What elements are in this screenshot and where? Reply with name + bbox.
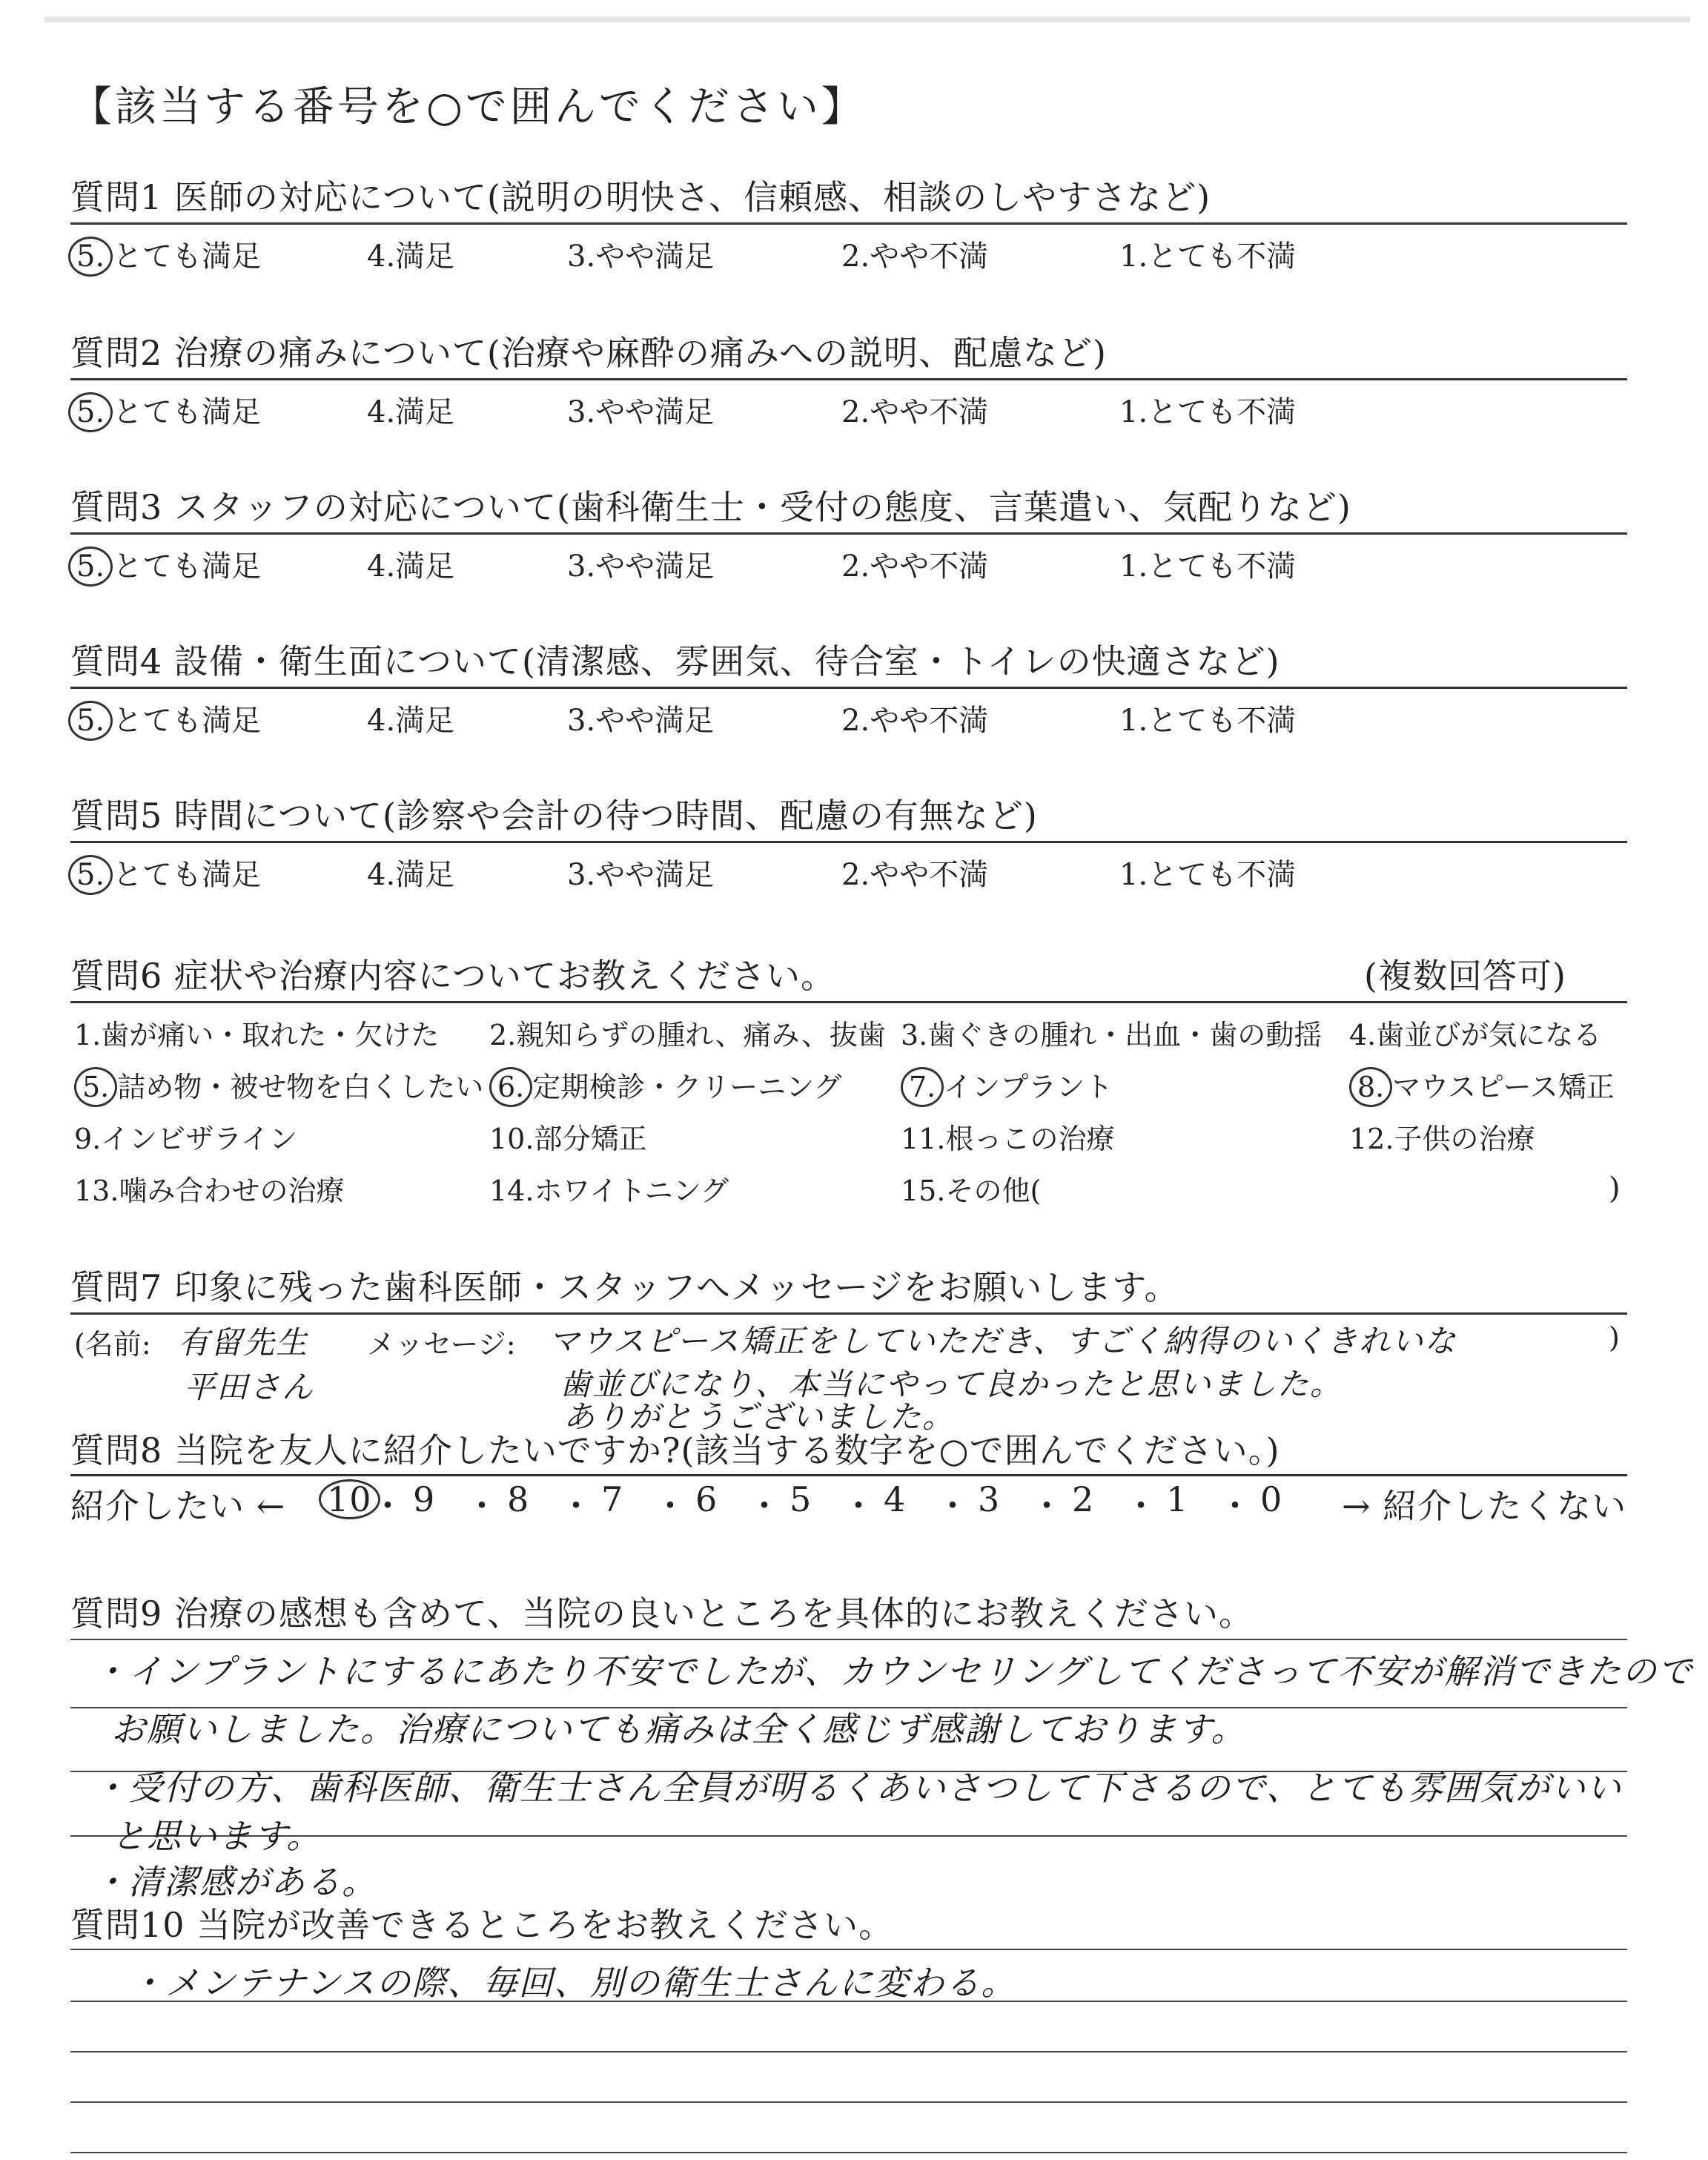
option-label: 子供の治療 bbox=[1394, 1123, 1535, 1155]
q2-rule bbox=[70, 378, 1627, 380]
option-label: 噛み合わせの治療 bbox=[119, 1175, 345, 1207]
option-number: 1. bbox=[1119, 704, 1148, 738]
option-label: やや不満 bbox=[870, 395, 989, 429]
q6-option-14 bbox=[489, 1168, 729, 1209]
option-label: やや満足 bbox=[595, 858, 715, 892]
option-label: とても不満 bbox=[1148, 858, 1297, 892]
option-number: 1. bbox=[1119, 240, 1148, 274]
option-label: 満足 bbox=[395, 858, 455, 892]
q8-scale-7: 7 bbox=[601, 1479, 624, 1519]
option-number: 3. bbox=[567, 704, 596, 738]
option-label: とても満足 bbox=[113, 858, 262, 892]
q8-scale-dot: ・ bbox=[936, 1486, 970, 1526]
q7-title: 質問7 印象に残った歯科医師・スタッフへメッセージをお願いします。 bbox=[70, 1267, 1179, 1307]
option-label: 歯が痛い・取れた・欠けた bbox=[101, 1019, 440, 1051]
q10-rule-1 bbox=[70, 1949, 1627, 1950]
q8-scale-dot: ・ bbox=[1030, 1486, 1065, 1526]
option-number: 10. bbox=[489, 1123, 534, 1155]
q3-option-2 bbox=[841, 543, 988, 585]
q8-scale-1: 1 bbox=[1166, 1479, 1189, 1519]
q6-option-10 bbox=[489, 1116, 646, 1157]
option-number: 4. bbox=[367, 704, 396, 738]
q10-rule-3 bbox=[70, 2051, 1627, 2052]
q7-message-line-2: 歯並びになり、本当にやって良かったと思いました。 bbox=[560, 1366, 1343, 1402]
q2-option-3 bbox=[567, 389, 714, 431]
option-label: 根っこの治療 bbox=[945, 1123, 1115, 1155]
q2-option-2 bbox=[841, 389, 988, 431]
option-number: 3. bbox=[567, 395, 596, 429]
option-number: 4. bbox=[367, 858, 396, 892]
q1-option-2 bbox=[841, 233, 988, 275]
q4-option-2 bbox=[841, 697, 988, 739]
option-label: 満足 bbox=[395, 704, 455, 738]
q8-scale-dot: ・ bbox=[747, 1486, 782, 1526]
q8-scale-dot: ・ bbox=[465, 1486, 500, 1526]
q7-message-label: メッセージ: bbox=[367, 1328, 516, 1361]
q9-line-2: お願いしました。治療についても痛みは全く感じず感謝しております。 bbox=[111, 1709, 1247, 1749]
option-label: 定期検診・クリーニング bbox=[532, 1071, 842, 1103]
q6-option-5 bbox=[74, 1064, 483, 1107]
q1-rule bbox=[70, 222, 1627, 225]
q6-option-12 bbox=[1349, 1116, 1535, 1157]
option-number: 5. bbox=[68, 392, 113, 432]
q8-scale-dot: ・ bbox=[1218, 1486, 1253, 1526]
option-label: とても不満 bbox=[1148, 704, 1297, 738]
option-label: 親知らずの腫れ、痛み、抜歯 bbox=[516, 1019, 886, 1051]
q6-option-2 bbox=[489, 1012, 886, 1053]
option-label: やや不満 bbox=[870, 858, 989, 892]
option-number: 8. bbox=[1349, 1067, 1392, 1107]
option-label: とても満足 bbox=[113, 240, 262, 274]
q5-option-5 bbox=[68, 851, 261, 895]
option-label: インプラント bbox=[944, 1071, 1113, 1103]
q8-scale-6: 6 bbox=[695, 1479, 718, 1519]
option-label: ホワイトニング bbox=[534, 1175, 729, 1207]
option-number: 5. bbox=[68, 855, 113, 895]
q10-rule-4 bbox=[70, 2101, 1627, 2103]
q4-option-3 bbox=[567, 697, 714, 739]
page-header: 【該当する番号を○で囲んでください】 bbox=[70, 83, 866, 131]
q7-name-1: 有留先生 bbox=[178, 1324, 309, 1361]
q8-scale-3: 3 bbox=[978, 1479, 1001, 1519]
q6-option-4 bbox=[1349, 1012, 1601, 1053]
q6-rule bbox=[70, 1001, 1627, 1003]
option-number: 1. bbox=[1119, 858, 1148, 892]
option-label: 満足 bbox=[395, 240, 455, 274]
option-number: 3. bbox=[567, 549, 596, 584]
option-number: 3. bbox=[567, 858, 596, 892]
q4-option-5 bbox=[68, 697, 261, 741]
q6-option-7 bbox=[901, 1064, 1113, 1107]
q6-close-paren: ) bbox=[1609, 1172, 1621, 1206]
option-number: 2. bbox=[841, 858, 870, 892]
q1-option-1 bbox=[1119, 233, 1296, 275]
q7-name-label: (名前: bbox=[74, 1328, 151, 1361]
option-label: やや不満 bbox=[870, 549, 989, 584]
q3-option-4 bbox=[367, 543, 454, 585]
q2-option-4 bbox=[367, 389, 454, 431]
q7-close-paren: ) bbox=[1609, 1321, 1620, 1354]
q1-option-3 bbox=[567, 233, 714, 275]
q8-scale-dot: ・ bbox=[371, 1486, 406, 1526]
option-number: 2. bbox=[841, 240, 870, 274]
q8-left-label: 紹介したい ← bbox=[70, 1486, 286, 1526]
option-label: やや満足 bbox=[595, 240, 715, 274]
option-number: 2. bbox=[489, 1019, 517, 1051]
q8-title: 質問8 当院を友人に紹介したいですか?(該当する数字を○で囲んでください。) bbox=[70, 1430, 1280, 1470]
q10-rule-5 bbox=[70, 2152, 1627, 2153]
q8-scale-dot: ・ bbox=[841, 1486, 876, 1526]
option-number: 5. bbox=[68, 237, 113, 277]
scan-top-edge bbox=[44, 16, 1690, 22]
q6-option-11 bbox=[901, 1116, 1114, 1157]
q6-title: 質問6 症状や治療内容についてお教えください。 bbox=[70, 956, 835, 996]
q7-message-line-1: マウスピース矯正をしていただき、すごく納得のいくきれいな bbox=[549, 1323, 1457, 1359]
option-label: インビザライン bbox=[101, 1123, 298, 1155]
q3-option-3 bbox=[567, 543, 714, 585]
q8-scale-dot: ・ bbox=[1124, 1486, 1159, 1526]
option-label: やや不満 bbox=[870, 240, 989, 274]
q4-title: 質問4 設備・衛生面について(清潔感、雰囲気、待合室・トイレの快適さなど) bbox=[70, 641, 1280, 681]
q8-scale-0: 0 bbox=[1260, 1479, 1283, 1519]
q8-scale-2: 2 bbox=[1072, 1479, 1095, 1519]
q5-option-4 bbox=[367, 851, 454, 894]
q6-option-1 bbox=[74, 1012, 439, 1053]
option-label: とても不満 bbox=[1148, 240, 1297, 274]
q1-title: 質問1 医師の対応について(説明の明快さ、信頼感、相談のしやすさなど) bbox=[70, 177, 1211, 217]
option-label: やや満足 bbox=[595, 704, 715, 738]
q6-option-9 bbox=[74, 1116, 297, 1157]
q9-line-4: と思います。 bbox=[111, 1816, 322, 1856]
q8-scale-dot: ・ bbox=[653, 1486, 688, 1526]
option-label: マウスピース矯正 bbox=[1392, 1071, 1615, 1103]
q5-option-3 bbox=[567, 851, 714, 894]
q7-name-2: 平田さん bbox=[184, 1369, 315, 1405]
q2-option-1 bbox=[1119, 389, 1296, 431]
q4-option-1 bbox=[1119, 697, 1296, 739]
q9-title: 質問9 治療の感想も含めて、当院の良いところを具体的にお教えください。 bbox=[70, 1593, 1254, 1634]
option-number: 4. bbox=[1349, 1019, 1377, 1051]
q8-scale-10: 10 bbox=[319, 1479, 380, 1519]
q6-option-8 bbox=[1349, 1064, 1615, 1107]
option-label: 歯ぐきの腫れ・出血・歯の動揺 bbox=[927, 1019, 1323, 1051]
option-number: 1. bbox=[1119, 395, 1148, 429]
option-number: 13. bbox=[74, 1175, 119, 1207]
option-label: 満足 bbox=[395, 395, 455, 429]
q8-right-label: → 紹介したくない bbox=[1342, 1486, 1627, 1526]
q10-title: 質問10 当院が改善できるところをお教えください。 bbox=[70, 1905, 894, 1945]
q3-option-5 bbox=[68, 543, 261, 587]
option-number: 2. bbox=[841, 395, 870, 429]
q4-option-4 bbox=[367, 697, 454, 739]
q3-option-1 bbox=[1119, 543, 1296, 585]
option-number: 1. bbox=[74, 1019, 102, 1051]
option-number: 2. bbox=[841, 704, 870, 738]
option-label: その他( bbox=[945, 1175, 1042, 1207]
option-label: とても不満 bbox=[1148, 549, 1297, 584]
q9-line-3: ・受付の方、歯科医師、衛生士さん全員が明るくあいさつして下さるので、とても雰囲気がいい bbox=[93, 1768, 1623, 1808]
q5-rule bbox=[70, 841, 1627, 843]
option-number: 4. bbox=[367, 240, 396, 274]
q10-line-1: ・メンテナンスの際、毎回、別の衛生士さんに変わる。 bbox=[130, 1963, 1017, 2003]
q8-scale-9: 9 bbox=[413, 1479, 436, 1519]
option-label: 部分矯正 bbox=[534, 1123, 647, 1155]
option-number: 11. bbox=[901, 1123, 946, 1155]
option-number: 9. bbox=[74, 1123, 102, 1155]
q6-option-3 bbox=[901, 1012, 1322, 1053]
q8-scale-4: 4 bbox=[884, 1479, 907, 1519]
q7-rule bbox=[70, 1312, 1627, 1315]
option-label: とても不満 bbox=[1148, 395, 1297, 429]
option-number: 4. bbox=[367, 549, 396, 584]
q8-scale-5: 5 bbox=[790, 1479, 812, 1519]
option-label: とても満足 bbox=[113, 395, 262, 429]
option-label: とても満足 bbox=[113, 704, 262, 738]
q2-title: 質問2 治療の痛みについて(治療や麻酔の痛みへの説明、配慮など) bbox=[70, 333, 1107, 373]
option-label: とても満足 bbox=[113, 549, 262, 584]
option-label: 歯並びが気になる bbox=[1376, 1019, 1602, 1051]
q6-option-6 bbox=[489, 1064, 842, 1107]
option-label: やや満足 bbox=[595, 549, 715, 584]
q6-option-15 bbox=[901, 1168, 1041, 1209]
option-label: やや不満 bbox=[870, 704, 989, 738]
option-number: 5. bbox=[68, 546, 113, 587]
q5-title: 質問5 時間について(診察や会計の待つ時間、配慮の有無など) bbox=[70, 796, 1038, 836]
q8-rule bbox=[70, 1474, 1627, 1476]
option-number: 5. bbox=[68, 701, 113, 741]
option-number: 3. bbox=[901, 1019, 928, 1051]
option-number: 2. bbox=[841, 549, 870, 584]
option-number: 1. bbox=[1119, 549, 1148, 584]
q7-message-line-3: ありがとうございました。 bbox=[563, 1398, 956, 1435]
option-number: 7. bbox=[901, 1067, 944, 1107]
option-number: 5. bbox=[74, 1067, 117, 1107]
q6-option-13 bbox=[74, 1168, 344, 1209]
q2-option-5 bbox=[68, 389, 261, 432]
option-number: 12. bbox=[1349, 1123, 1394, 1155]
option-number: 14. bbox=[489, 1175, 534, 1207]
q3-rule bbox=[70, 532, 1627, 535]
q8-scale-dot: ・ bbox=[559, 1486, 594, 1526]
option-label: やや満足 bbox=[595, 395, 715, 429]
q9-rule-1 bbox=[70, 1639, 1627, 1640]
option-number: 4. bbox=[367, 395, 396, 429]
q6-note: (複数回答可) bbox=[1364, 956, 1566, 996]
q9-line-5: ・清潔感がある。 bbox=[93, 1862, 377, 1902]
option-number: 3. bbox=[567, 240, 596, 274]
option-number: 15. bbox=[901, 1175, 946, 1207]
q9-line-1: ・インプラントにするにあたり不安でしたが、カウンセリングしてくださって不安が解消できたので bbox=[93, 1651, 1694, 1691]
q5-option-1 bbox=[1119, 851, 1296, 894]
q3-title: 質問3 スタッフの対応について(歯科衛生士・受付の態度、言葉遣い、気配りなど) bbox=[70, 487, 1351, 527]
option-number: 6. bbox=[489, 1067, 532, 1107]
q4-rule bbox=[70, 687, 1627, 689]
q1-option-5 bbox=[68, 233, 261, 277]
q5-option-2 bbox=[841, 851, 988, 894]
q8-scale-8: 8 bbox=[507, 1479, 530, 1519]
q1-option-4 bbox=[367, 233, 454, 275]
option-label: 詰め物・被せ物を白くしたい bbox=[117, 1071, 484, 1103]
option-label: 満足 bbox=[395, 549, 455, 584]
